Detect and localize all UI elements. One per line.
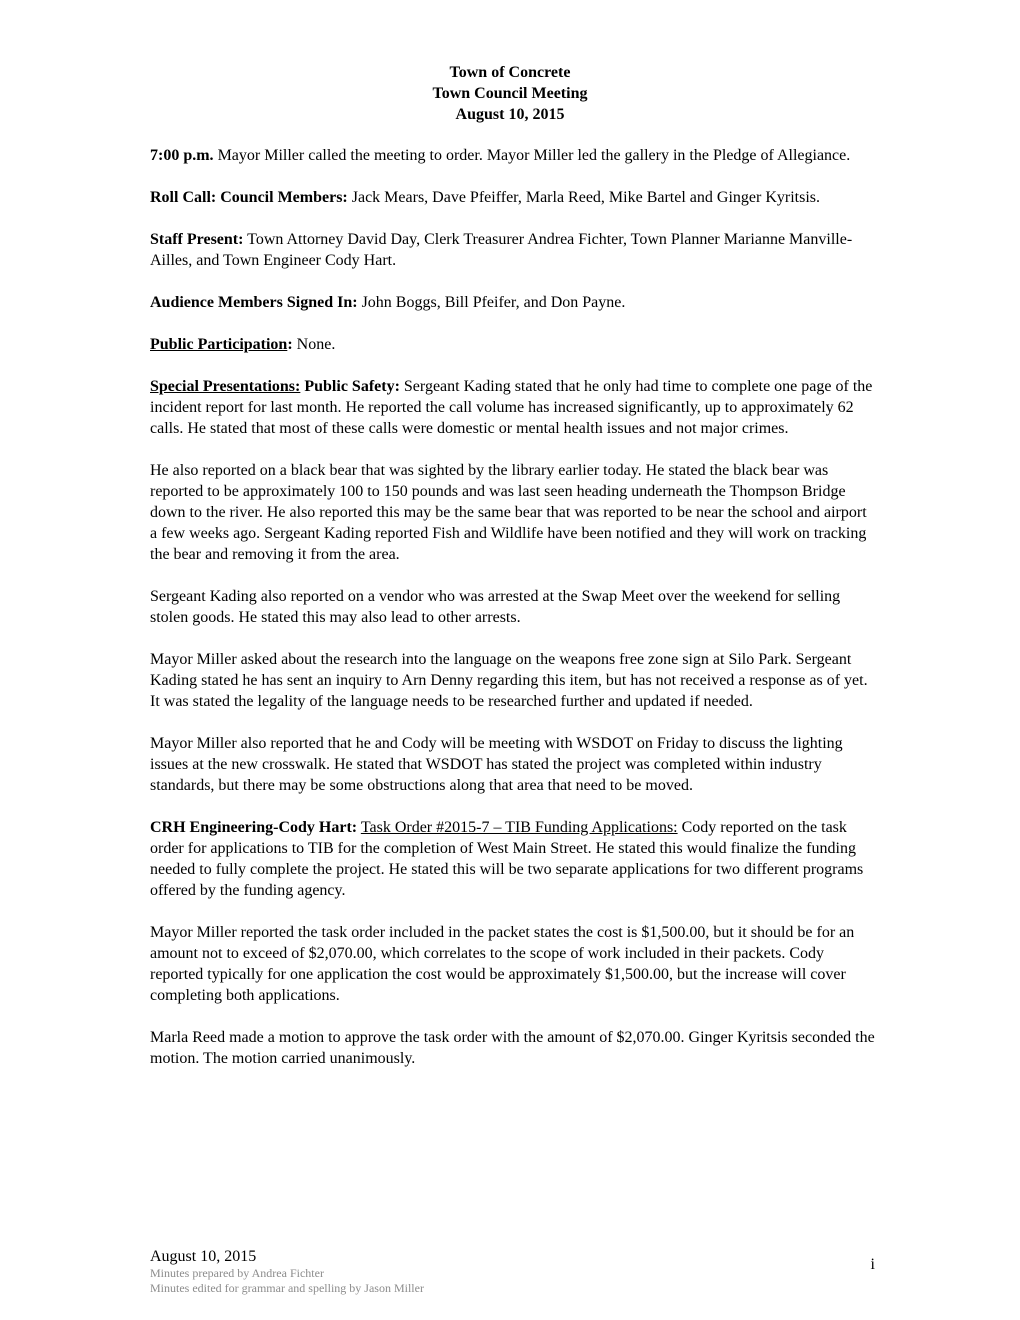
motion-paragraph: Marla Reed made a motion to approve the task order with the amount of $2,070.00. Ginger Kyritsis seconded the motion. The motion carried unanimously. [150, 1029, 875, 1067]
public-safety-text: Sergeant Kading stated that he only had time to complete one page of the incident report for last month. He reported the call volume has increased significantly, up to approximately 62 calls. He stated that most of these calls were domestic or mental health issues and not major crimes. [150, 378, 873, 437]
roll-call-paragraph [150, 187, 875, 208]
meeting-date: August 10, 2015 [455, 106, 565, 123]
footer-edited-by: Minutes edited for grammar and spelling by Jason Miller [150, 1281, 424, 1295]
call-to-order-time: 7:00 p.m. [150, 147, 214, 164]
page-number: i [870, 1256, 875, 1273]
wsdot-paragraph: Mayor Miller also reported that he and Cody will be meeting with WSDOT on Friday to discuss the lighting issues at the new crosswalk. He stated that WSDOT has stated the project was completed within industry standards, but there may be some obstructions along that area that need to be moved. [150, 735, 843, 794]
task-order-title: Task Order #2015-7 – TIB Funding Applications: [360, 819, 678, 836]
audience-text: John Boggs, Bill Pfeifer, and Don Payne. [357, 294, 626, 311]
public-participation-colon: : [287, 336, 293, 353]
special-presentations-label: Special Presentations: [150, 378, 301, 395]
weapons-zone-paragraph: Mayor Miller asked about the research into the language on the weapons free zone sign at Silo Park. Sergeant Kading stated he has sent an inquiry to Arn Denny regarding this item, but has not received a response as of yet. It was stated the legality of the language needs to be researched further and updated if needed. [150, 651, 868, 710]
staff-present-paragraph [150, 229, 875, 271]
footer-date: August 10, 2015 [150, 1248, 257, 1265]
call-to-order-paragraph [150, 145, 875, 166]
crh-engineering-label: CRH Engineering-Cody Hart: [150, 819, 358, 836]
page-footer [150, 1248, 875, 1296]
public-participation-label: Public Participation [150, 336, 288, 353]
footer-prepared-by: Minutes prepared by Andrea Fichter [150, 1266, 324, 1280]
document-header [0, 62, 1020, 125]
public-safety-label: Public Safety: [300, 378, 400, 395]
call-to-order-text: Mayor Miller called the meeting to order. Mayor Miller led the gallery in the Pledge of Allegiance. [213, 147, 851, 164]
minutes-body [150, 145, 875, 1090]
crh-engineering-paragraph [150, 817, 875, 901]
public-participation-paragraph [150, 334, 875, 355]
roll-call-text: Jack Mears, Dave Pfeiffer, Marla Reed, Mike Bartel and Ginger Kyritsis. [347, 189, 820, 206]
audience-label: Audience Members Signed In: [150, 294, 358, 311]
roll-call-label: Roll Call: Council Members: [150, 189, 348, 206]
staff-present-text: Town Attorney David Day, Clerk Treasurer Andrea Fichter, Town Planner Marianne Manville-Ailles, and Town Engineer Cody Hart. [150, 231, 853, 269]
special-presentations-paragraph [150, 376, 875, 439]
swap-meet-paragraph: Sergeant Kading also reported on a vendor who was arrested at the Swap Meet over the weekend for selling stolen goods. He stated this may also lead to other arrests. [150, 588, 841, 626]
task-order-cost-paragraph: Mayor Miller reported the task order included in the packet states the cost is $1,500.00, but it should be for an amount not to exceed of $2,070.00, which correlates to the scope of work included in their packets. Cody reported typically for one application the cost would be approximately $1,500.00, but the increase will cover completing both applications. [150, 924, 855, 1004]
town-name: Town of Concrete [449, 64, 571, 81]
staff-present-label: Staff Present: [150, 231, 244, 248]
task-order-text: Cody reported on the task order for applications to TIB for the completion of West Main Street. He stated this would finalize the funding needed to fully complete the project. He stated this will be two separate applications for two different programs offered by the funding agency. [150, 819, 864, 899]
black-bear-paragraph: He also reported on a black bear that was sighted by the library earlier today. He stated the black bear was reported to be approximately 100 to 150 pounds and was last seen heading underneath the Thompson Bridge down to the river. He also reported this may be the same bear that was reported to be near the school and airport a few weeks ago. Sergeant Kading reported Fish and Wildlife have been notified and they will work on tracking the bear and removing it from the area. [150, 462, 867, 563]
meeting-title: Town Council Meeting [432, 85, 588, 102]
public-participation-text: None. [292, 336, 336, 353]
audience-paragraph [150, 292, 875, 313]
